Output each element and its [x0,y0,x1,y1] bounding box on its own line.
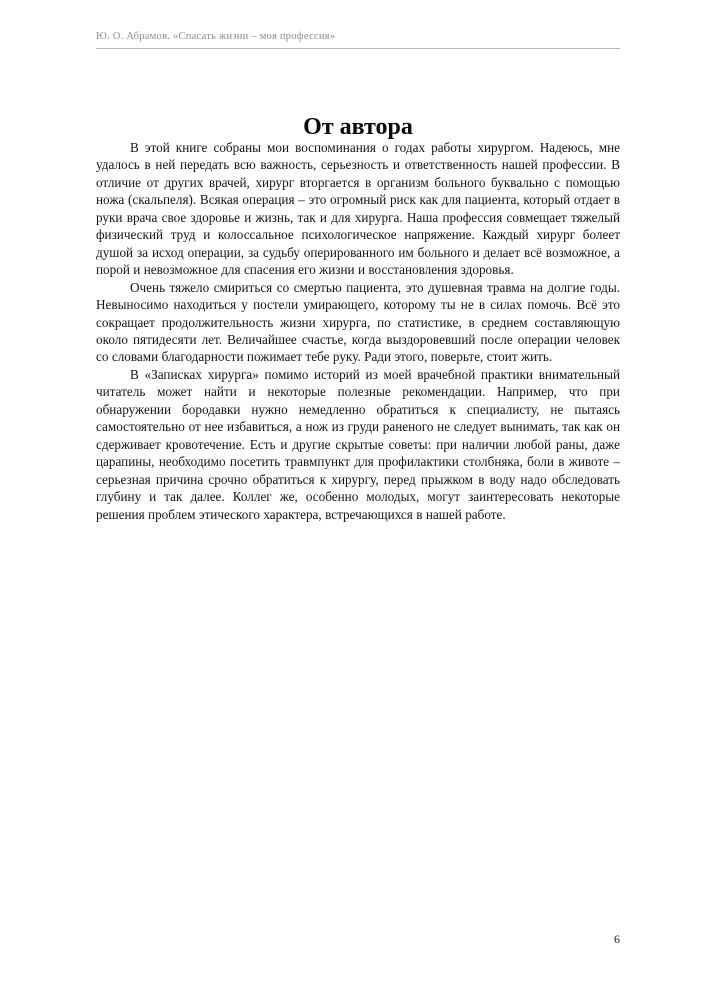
header-divider-rule [96,48,620,49]
paragraph: В этой книге собраны мои воспоминания о годах работы хирургом. Надеюсь, мне удалось в ней передать всю важность, серьезность и ответственность нашей профессии. В отличие от других врачей, хирург вторгается в организм больного буквально с помощью ножа (скальпеля). Всякая операция – это огромный риск как для пациента, который отдает в руки врача свое здоровье и жизнь, так и для хирурга. Наша профессия совмещает тяжелый физический труд и колоссальное психологическое напряжение. Каждый хирург болеет душой за исход операции, за судьбу оперированного им больного и делает всё возможное, а порой и невозможное для спасения его жизни и восстановления здоровья. [96,140,620,278]
running-head-text: Ю. О. Абрамов. «Спасать жизни – моя профессия» [96,31,336,42]
page-title: От автора [303,114,413,141]
paragraph: Очень тяжело смириться со смертью пациента, это душевная травма на долгие годы. Невыносимо находиться у постели умирающего, которому ты не в силах помочь. Всё это сокращает продолжительность жизни хирурга, по статистике, в среднем составляющую около пятидесяти лет. Величайшее счастье, когда выздоровевший после операции человек со словами благодарности пожимает тебе руку. Ради этого, поверьте, стоит жить. [96,279,620,365]
running-head [96,30,620,49]
page-number: 6 [614,932,620,946]
paragraph: В «Записках хирурга» помимо историй из моей врачебной практики внимательный читатель может найти и некоторые полезные рекомендации. Например, что при обнаружении бородавки нужно немедленно обратиться к специалисту, не пытаясь самостоятельно от нее избавиться, а нож из груди раненого не следует вынимать, так как он сдерживает кровотечение. Есть и другие скрытые советы: при наличии любой раны, даже царапины, необходимо посетить травмпункт для профилактики столбняка, боли в животе – серьезная причина срочно обратиться к хирургу, перед прыжком в воду надо обследовать глубину и так далее. Коллег же, особенно молодых, могут заинтересовать некоторые решения проблем этического характера, встречающихся в нашей работе. [96,366,620,522]
body-text-block [96,139,620,523]
